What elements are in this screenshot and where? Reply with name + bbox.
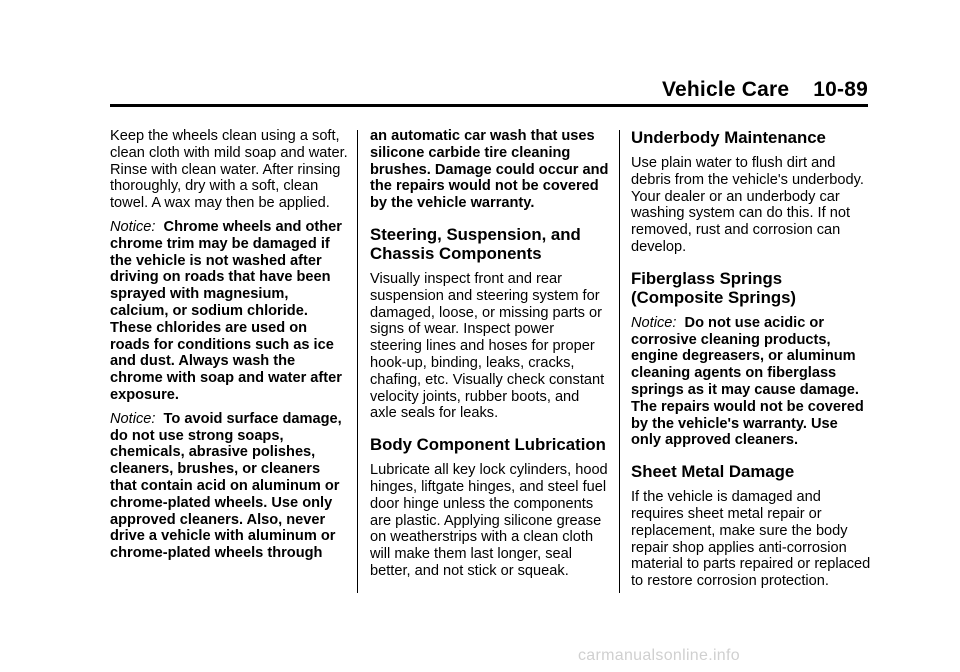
steering-paragraph: Visually inspect front and rear suspension and steering system for damaged, loose, or missing parts or signs of wear. Inspect power steering lines and hoses for proper hook-up, binding, leaks, cracks, chafing, etc. Visually check constant velocity joints, rubber boots, and axle seals for leaks. [370,270,605,422]
column-3 [631,128,871,597]
notice-fiberglass [631,315,871,449]
section-title: Vehicle Care [661,78,790,101]
heading-body-lubrication: Body Component Lubrication [370,435,606,455]
notice-surface-damage [110,411,350,562]
heading-sheet-metal-damage: Sheet Metal Damage [631,462,795,482]
page-number: 10-89 [813,78,868,101]
column-divider [357,130,358,593]
header-rule [110,104,868,107]
notice-label: Notice: [110,410,156,427]
watermark: carmanualsonline.info [578,647,740,664]
sheet-metal-paragraph: If the vehicle is damaged and requires sheet metal repair or replacement, make sure the body repair shop applies anti-corrosion material to parts repaired or replaced to restore corrosion protection. [631,489,871,590]
column-1 [110,128,350,569]
notice-label: Notice: [631,314,677,331]
heading-fiberglass-springs: Fiberglass Springs (Composite Springs) [631,268,797,307]
heading-steering-suspension: Steering, Suspension, and Chassis Components [370,224,581,263]
notice-text: To avoid surface damage, do not use strong soaps, chemicals, abrasive polishes, cleaners, brushes, or cleaners that contain acid on aluminum or chrome-plated wheels. Use only approved cleaners. Also, never drive a vehicle with aluminum or chrome-plated wheels through [110,410,342,562]
column-divider [619,130,620,593]
wheel-cleaning-paragraph: Keep the wheels clean using a soft, clean cloth with mild soap and water. Rinse with clean water. After rinsing thoroughly, dry with a soft, clean towel. A wax may then be applied. [110,128,348,212]
notice-chrome-trim [110,219,350,404]
notice-continuation: an automatic car wash that uses silicone carbide tire cleaning brushes. Damage could occur and the repairs would not be covered by the vehicle warranty. [370,128,609,212]
header-title [662,78,868,102]
notice-text: Do not use acidic or corrosive cleaning products, engine degreasers, or aluminum cleaning agents on fiberglass springs as it may cause damage. The repairs would not be covered by the vehicle's warranty. Use only approved cleaners. [631,314,864,449]
notice-label: Notice: [110,218,156,235]
lubrication-paragraph: Lubricate all key lock cylinders, hood hinges, liftgate hinges, and steel fuel door hinge unless the components are plastic. Applying silicone grease on weatherstrips with a clean cloth will make them last longer, seal better, and not stick or squeak. [370,462,608,579]
underbody-paragraph: Use plain water to flush dirt and debris from the vehicle's underbody. Your dealer or an underbody car washing system can do this. If not removed, rust and corrosion can develop. [631,155,864,255]
column-2 [370,128,610,587]
heading-underbody-maintenance: Underbody Maintenance [631,128,826,147]
notice-text: Chrome wheels and other chrome trim may be damaged if the vehicle is not washed after driving on roads that have been sprayed with magnesium, calcium, or sodium chloride. These chlorides are used on roads for conditions such as ice and dust. Always wash the chrome with soap and water after exposure. [110,218,342,403]
